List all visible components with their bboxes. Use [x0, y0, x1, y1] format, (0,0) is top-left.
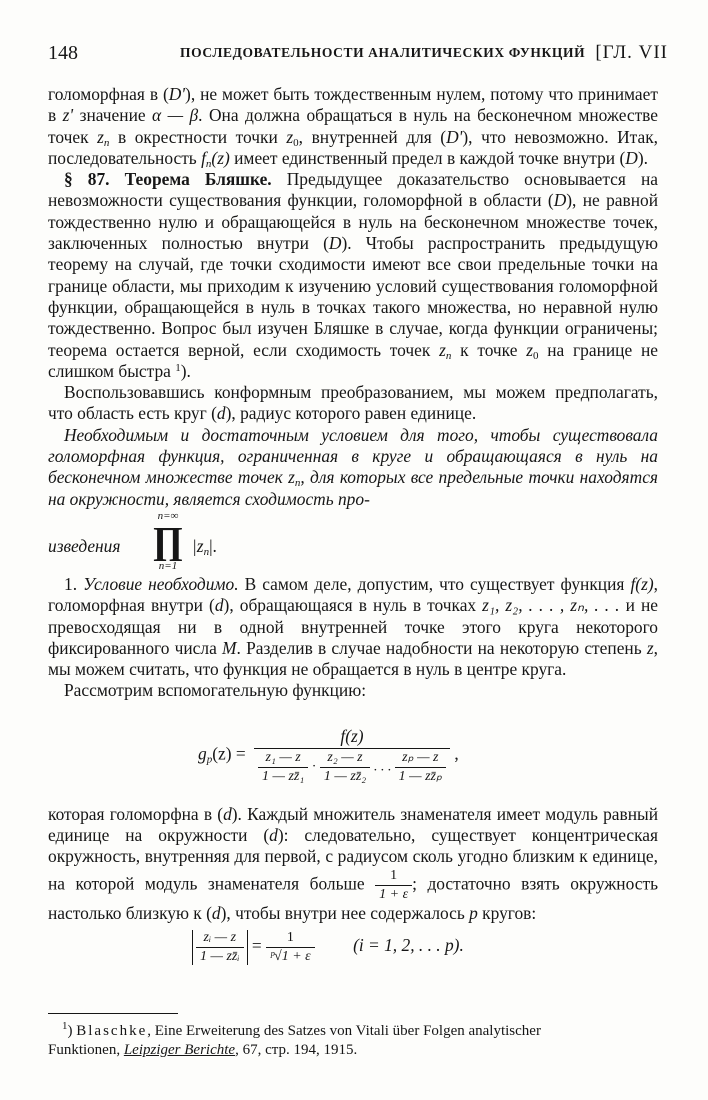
- section-87-paragraph: § 87. Теорема Бляшке. Предыдущее доказательство основывается на невозможности существования функции, голоморфной в области (D), не равной тождественно нулю и обращающейся в нуль на бесконечном множестве точек, заключенных полностью внутри (D). Чтобы распространить предыдущую теорему на случай, где точки сходимости имеют все свои предельные точки на границе области, мы приходим к изучению условий существования голоморфной функции, обращающейся в нуль в точках такого множества, но неравной нулю тождественно. Вопрос был изучен Бляшке в случае, когда функции ограничены; теорема остается верной, если сходимость точек $z_n$ к точке $z_0$ на границе не слишком быстра $^1$).: [48, 169, 658, 381]
- paragraph-auxiliary: Рассмотрим вспомогательную функцию:: [64, 680, 367, 701]
- paragraph-conformal: Воспользовавшись конформным преобразованием, мы можем предполагать, что область есть круг (d), радиус которого равен единице.: [48, 382, 658, 424]
- paragraph-modulus: которая голоморфна в (d). Каждый множитель знаменателя имеет модуль равный единице на окружности (d): следовательно, существует концентрическая окружность, внутренняя для первой, с радиусом сколь угодно близким к единице, на которой модуль знаменателя больше $\frac{1}{1 + \varepsilon}$ ; достаточно взять окружность настолько близкую к (d), чтобы внутри нее содержалось p кругов:: [48, 803, 659, 923]
- page-number: 148: [48, 42, 78, 64]
- product-lower-limit: n=1: [158, 559, 178, 572]
- auxiliary-function-formula: $g_p(z)$ = f(z) $\frac{\text{z₁ — z}}{\text{1 — zz̄₁}}$ · $\frac{\text{z₂ — z}}{\text{1 — zz̄₂}}$ . . . $\frac{\text{zₚ — z}}{\text{1 — zz̄ₚ}}$ ,: [198, 725, 459, 785]
- inline-fraction: $\frac{1}{1 + \varepsilon}$: [375, 868, 412, 903]
- section-heading: § 87. Теорема Бляшке.: [64, 169, 272, 190]
- chapter-label: [ГЛ. VII: [595, 42, 668, 63]
- paragraph-necessity: 1. Условие необходимо. В самом деле, допустим, что существует функция f(z), голоморфная внутри (d), обращающаяся в нуль в точках z₁, z₂, . . . , zₙ, . . . и не превосходящая ни в одной внутренней точке этого круга некоторого фиксированного числа M. Разделив в случае надобности на некоторую степень z, мы можем считать, что функция не обращается в нуль в центре круга.: [48, 573, 658, 680]
- footnote: $^1$) Blaschke, Eine Erweiterung des Satzes von Vitali über Folgen analytischer Funktionen, Leipziger Berichte, 67, стр. 194, 1915.: [48, 1020, 541, 1058]
- footnote-marker: 1: [175, 361, 181, 374]
- modulus-formula: $\frac{\text{zᵢ — z}}{\text{1 — zz̄ᵢ}}$ = $\frac{1}{\text{ᵖ√1 + ε}}$ (i = 1, 2, . . . p).: [48, 928, 658, 978]
- theorem-statement: Необходимым и достаточным условием для того, чтобы существовала голоморфная функция, ограниченная в круге и обращающаяся в нуль на бесконечном множестве точек $z_n$, для которых все предельные точки находятся на окружности, является сходимость про-: [48, 424, 658, 509]
- running-title: ПОСЛЕДОВАТЕЛЬНОСТИ АНАЛИТИЧЕСКИХ ФУНКЦИЙ: [180, 45, 586, 60]
- product-formula: изведения n=∞ ∏ n=1 $|z_n|$.: [48, 509, 217, 572]
- paragraph-continuation: голоморфная в (D'), не может быть тождественным нулем, потому что принимает в z' значение α — β. Она должна обращаться в нуль на бесконечном множестве точек $z_n$ в окрестности точки $z_0$, внутренней для (D'), что невозможно. Итак, последовательность $f_n(z)$ имеет единственный предел в каждой точке внутри (D).: [48, 84, 659, 170]
- footnote-rule: [48, 1013, 178, 1014]
- product-symbol: ∏: [152, 519, 184, 562]
- running-header: [48, 42, 668, 66]
- product-upper-limit: n=∞: [157, 509, 179, 522]
- page-body: [48, 84, 658, 978]
